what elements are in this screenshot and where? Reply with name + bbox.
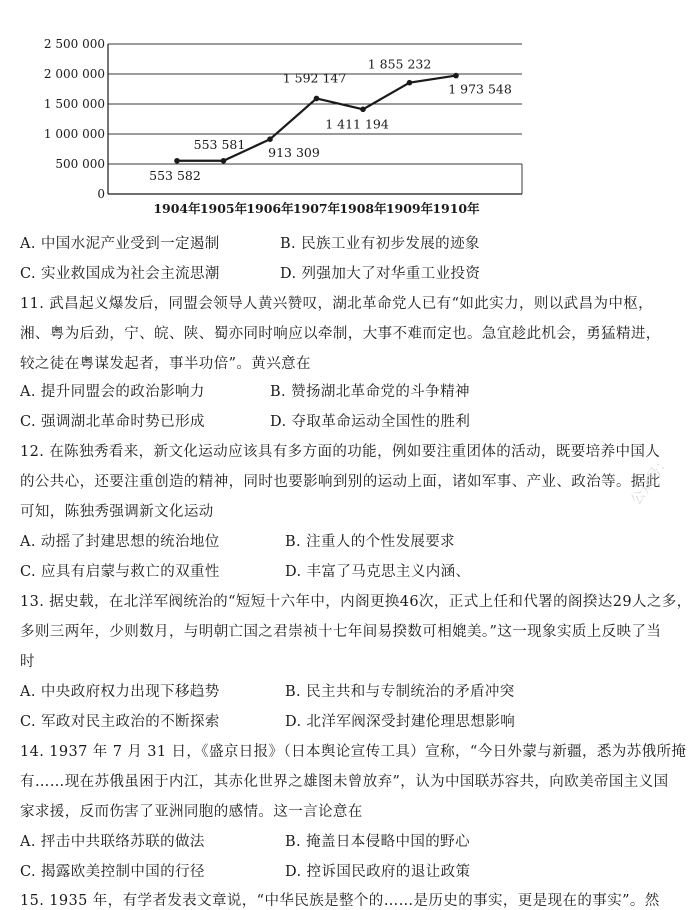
q13-option-d: D. 北洋军阀深受封建伦理思想影响 bbox=[285, 714, 516, 730]
data-label: 1 592 147 bbox=[282, 70, 347, 86]
x-tick-label: 1904年 bbox=[153, 201, 201, 216]
data-point bbox=[407, 80, 413, 86]
x-tick-label: 1906年 bbox=[246, 201, 294, 216]
q13-option-a: A. 中央政府权力出现下移趋势 bbox=[20, 684, 220, 700]
q11-stem-line-2: 湘、粤为后劲，宁、皖、陕、蜀亦同时响应以牵制，大事不难而定也。急宜趁此机会，勇猛精进， bbox=[20, 326, 661, 342]
watermark: 公众号： bbox=[628, 453, 674, 509]
q14-stem-line-1: 14. 1937 年 7 月 31 日，《盛京日报》（日本舆论宣传工具）宣称，“今日外蒙与新疆，悉为苏俄所掩 bbox=[20, 744, 687, 760]
x-tick-label: 1909年 bbox=[385, 201, 434, 216]
data-label: 913 309 bbox=[268, 145, 320, 161]
q11-option-b: B. 赞扬湖北革命党的斗争精神 bbox=[270, 384, 470, 400]
q10-option-c: C. 实业救国成为社会主流思潮 bbox=[20, 266, 220, 282]
data-label: 1 855 232 bbox=[367, 56, 432, 72]
q10-option-b: B. 民族工业有初步发展的迹象 bbox=[280, 236, 480, 252]
q12-option-b: B. 注重人的个性发展要求 bbox=[285, 534, 456, 550]
q11-stem-line-3: 较之徒在粤谋发起者，事半功倍”。黄兴意在 bbox=[20, 356, 311, 372]
y-axis-tick-labels bbox=[44, 37, 105, 201]
q10-option-d: D. 列强加大了对华重工业投资 bbox=[280, 266, 481, 282]
data-point bbox=[267, 136, 273, 142]
q11-option-a: A. 提升同盟会的政治影响力 bbox=[20, 384, 205, 400]
q12-stem-line-3: 可知，陈独秀强调新文化运动 bbox=[20, 504, 214, 520]
q12-stem-line-2: 的公共心，还要注重创造的精神，同时也要影响到别的运动上面，诸如军事、产业、政治等。据此 bbox=[20, 474, 661, 490]
y-tick-label: 2 500 000 bbox=[43, 37, 105, 51]
q11-option-d: D. 夺取革命运动全国性的胜利 bbox=[270, 414, 471, 430]
data-point bbox=[314, 96, 320, 102]
x-tick-label: 1908年 bbox=[339, 201, 387, 216]
data-label: 1 973 548 bbox=[448, 81, 512, 97]
q14-option-a: A. 抨击中共联络苏联的做法 bbox=[20, 834, 205, 850]
data-label: 553 581 bbox=[193, 136, 246, 152]
q12-option-a: A. 动摇了封建思想的统治地位 bbox=[20, 534, 220, 550]
y-tick-label: 1 500 000 bbox=[43, 97, 105, 111]
q13-stem-line-2: 多则三两年，少则数月，与明朝亡国之君崇祯十七年间易揆数可相媲美。”这一现象实质上反映了当 bbox=[20, 624, 662, 640]
data-point bbox=[453, 73, 459, 79]
q11-stem-line-1: 11. 武昌起义爆发后，同盟会领导人黄兴赞叹，湖北革命党人已有“如此实力，则以武昌为中枢， bbox=[20, 296, 654, 312]
x-tick-label: 1907年 bbox=[292, 201, 341, 216]
data-point bbox=[174, 158, 180, 164]
y-tick-label: 2 000 000 bbox=[43, 67, 105, 81]
q14-option-b: B. 掩盖日本侵略中国的野心 bbox=[285, 834, 470, 850]
data-point bbox=[360, 107, 366, 113]
q15-stem-line-1: 15. 1935 年，有学者发表文章说，“中华民族是整个的……是历史的事实，更是现在的事实”。然 bbox=[20, 893, 660, 909]
q12-stem-line-1: 12. 在陈独秀看来，新文化运动应该具有多方面的功能，例如要注重团体的活动，既要培养中国人 bbox=[20, 444, 661, 460]
q10-option-a: A. 中国水泥产业受到一定遏制 bbox=[20, 236, 220, 252]
x-tick-label: 1905年 bbox=[199, 201, 248, 216]
y-tick-label: 0 bbox=[97, 187, 105, 201]
q14-option-d: D. 控诉国民政府的退让政策 bbox=[285, 864, 471, 880]
q13-option-c: C. 军政对民主政治的不断探索 bbox=[20, 714, 220, 730]
x-tick-label: 1910年 bbox=[432, 201, 480, 216]
q14-stem-line-2: 有……现在苏俄虽困于内江，其赤化世界之雄图未曾放弃”，认为中国联苏容共，向欧美帝国主义国 bbox=[20, 774, 669, 790]
q14-stem-line-3: 家求援，反而伤害了亚洲同胞的感情。这一言论意在 bbox=[20, 804, 363, 820]
y-tick-label: 500 000 bbox=[55, 157, 105, 171]
data-label: 1 411 194 bbox=[325, 116, 389, 132]
q12-option-c: C. 应具有启蒙与救亡的双重性 bbox=[20, 564, 220, 580]
q12-option-d: D. 丰富了马克思主义内涵、 bbox=[285, 564, 471, 580]
y-tick-label: 1 000 000 bbox=[43, 127, 105, 141]
data-label: 553 582 bbox=[149, 167, 201, 183]
q13-option-b: B. 民主共和与专制统治的矛盾冲突 bbox=[285, 684, 515, 700]
q13-stem-line-1: 13. 据史载，在北洋军阀统治的“短短十六年中，内阁更换46次，正式上任和代署的阁揆达29人之多， bbox=[20, 594, 692, 610]
data-point bbox=[221, 158, 227, 164]
x-axis-tick-labels bbox=[153, 201, 480, 216]
q11-option-c: C. 强调湖北革命时势已形成 bbox=[20, 414, 205, 430]
cement-output-line-chart bbox=[0, 0, 692, 222]
q13-stem-line-3: 时 bbox=[20, 654, 35, 670]
q14-option-c: C. 揭露欧美控制中国的行径 bbox=[20, 864, 205, 880]
